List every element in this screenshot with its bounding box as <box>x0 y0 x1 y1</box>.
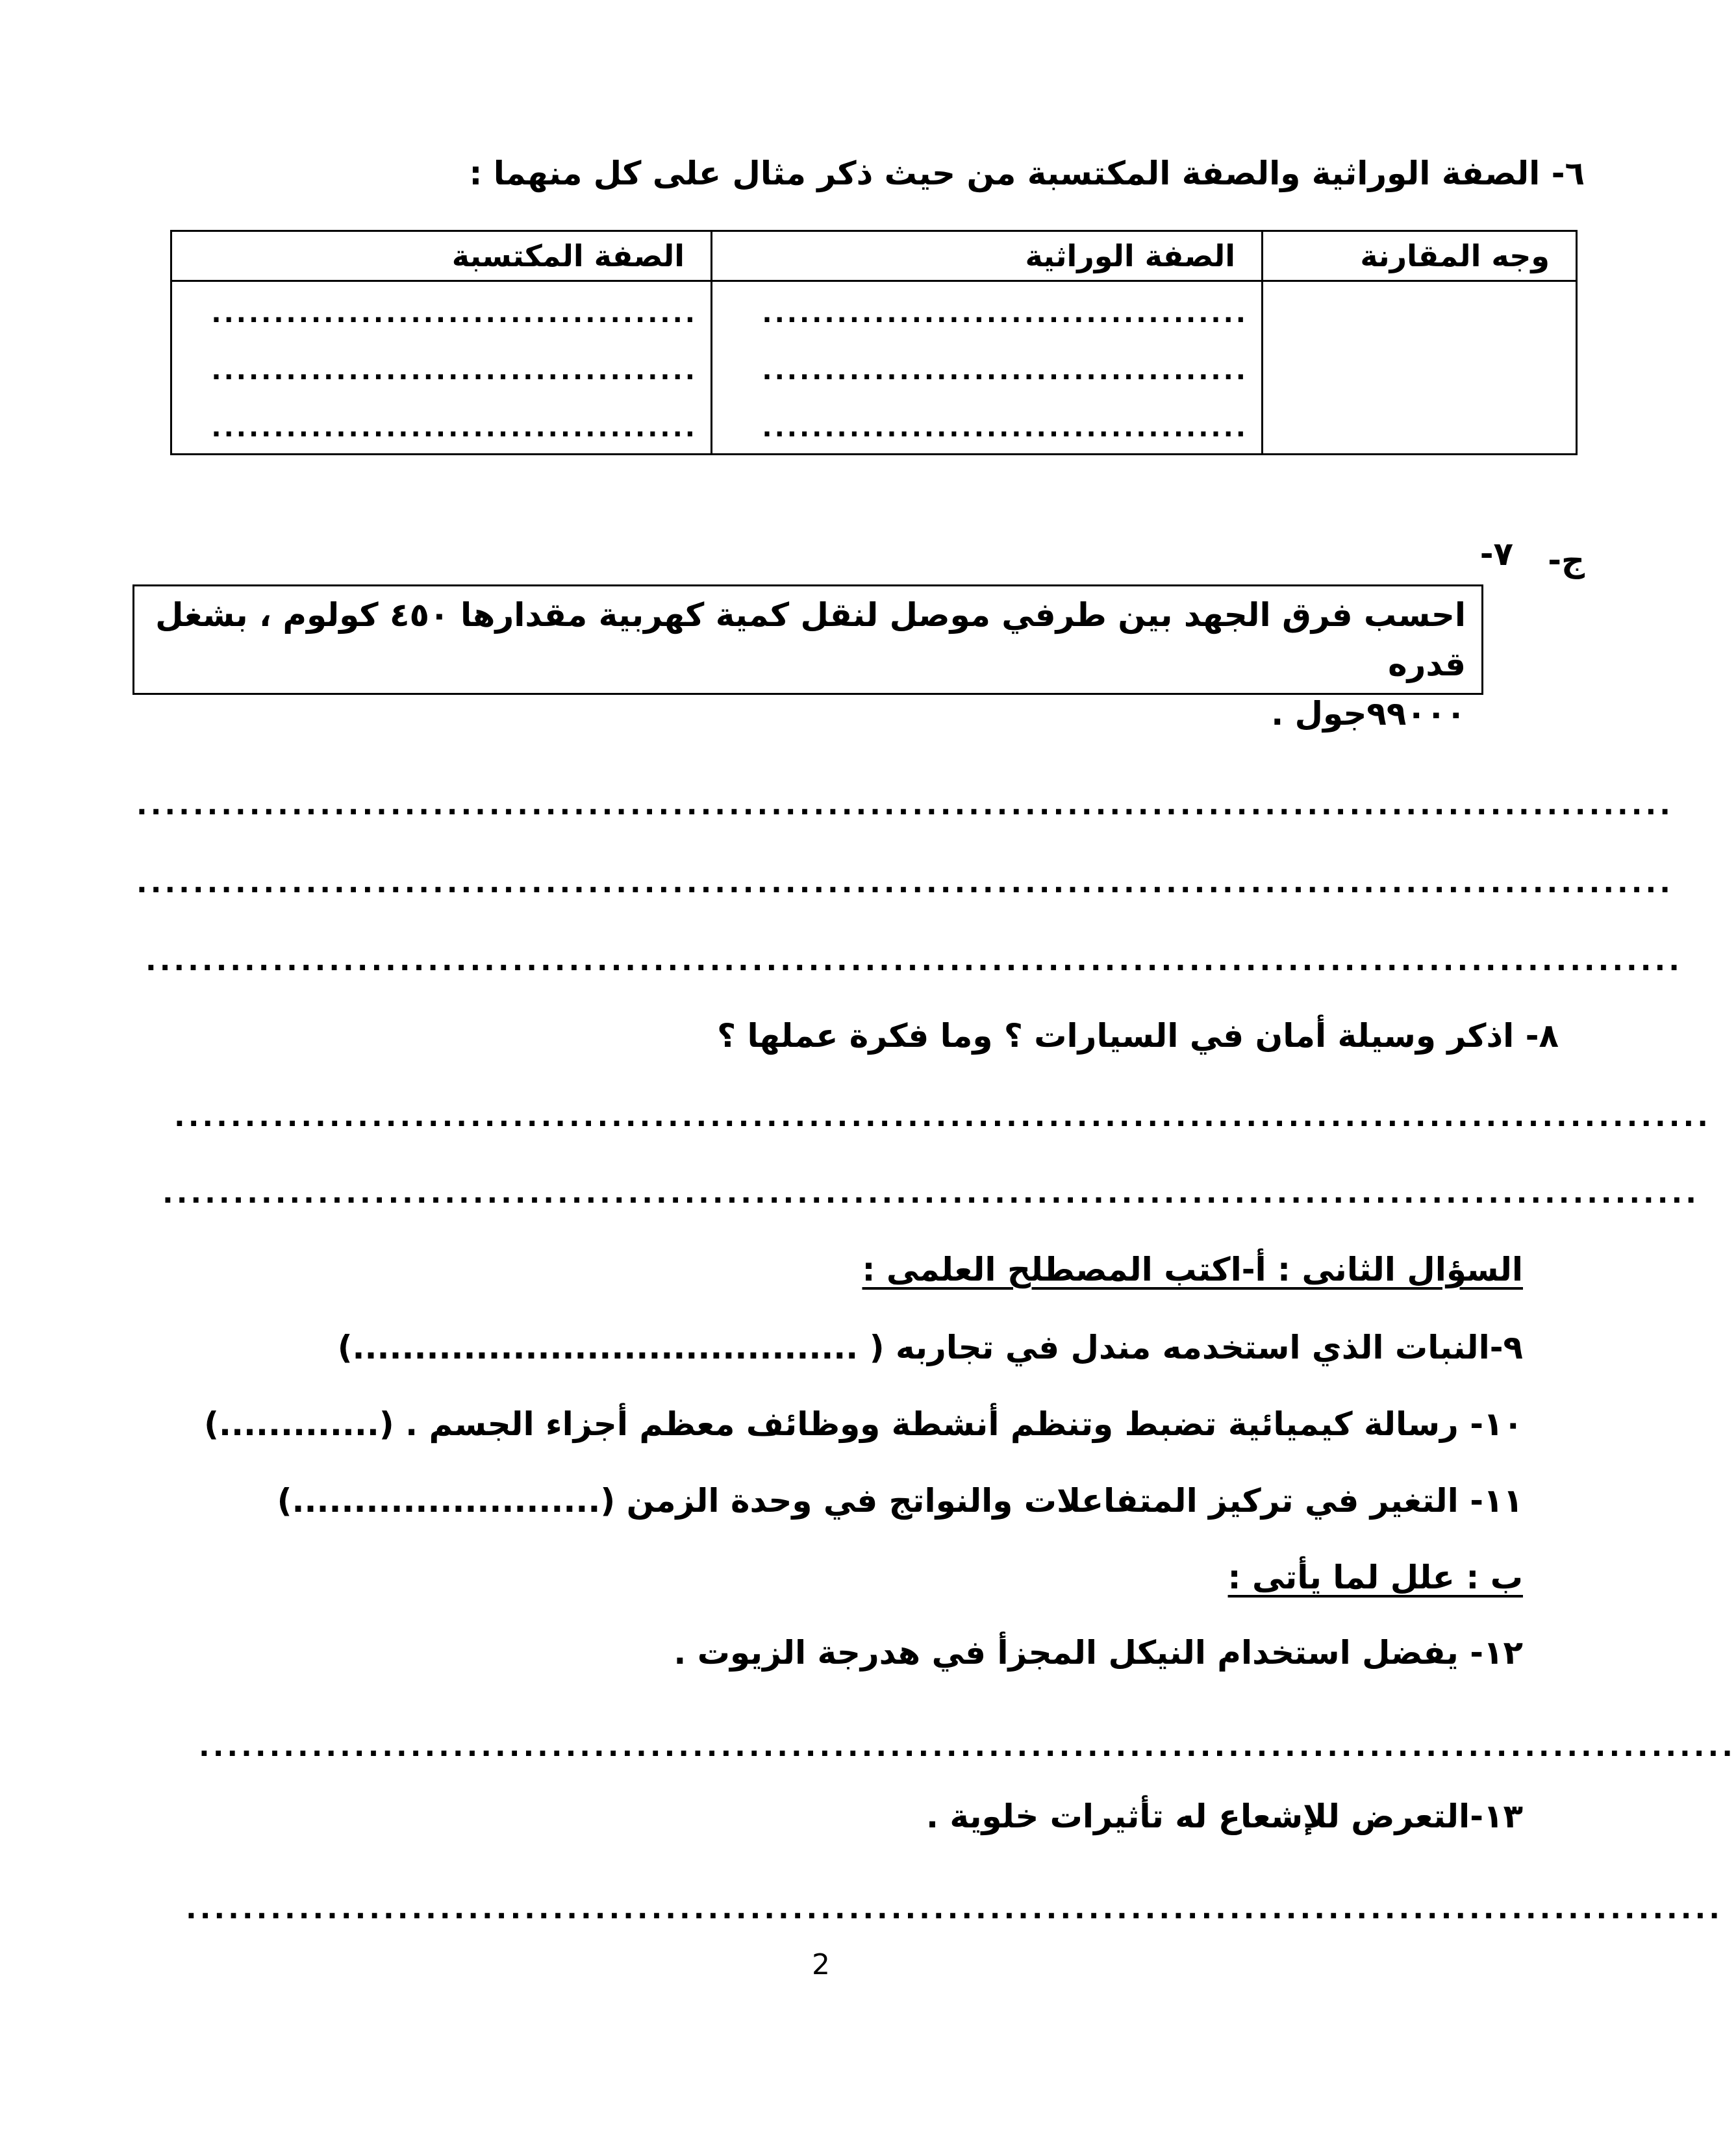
part-b-title: ب : علل لما يأتى : <box>1227 1559 1523 1596</box>
answer-dots-line[interactable]: ............................................................................................................. <box>136 788 1674 821</box>
answer-dots: ....................................... <box>762 356 1248 386</box>
table-header-acquired: الصفة المكتسبة <box>171 231 712 281</box>
answer-dots: ....................................... <box>762 299 1248 329</box>
q12-text: ١٢- يفضل استخدام النيكل المجزأ في هدرجة الزيوت . <box>673 1634 1523 1672</box>
answer-dots-line[interactable]: ............................................................................................................. <box>145 944 1683 977</box>
q9-text: ٩-النبات الذي استخدمه مندل في تجاربه ( .........................................) <box>337 1329 1523 1366</box>
answer-dots-line[interactable]: ............................................................................................................. <box>174 1100 1711 1133</box>
q7-number: ٧- <box>1479 535 1513 573</box>
answer-dots: ....................................... <box>211 413 698 443</box>
table-header-aspect: وجه المقارنة <box>1263 231 1577 281</box>
answer-dots: ....................................... <box>211 356 698 386</box>
q7-text-line-1: احسب فرق الجهد بين طرفي موصل لنقل كمية كهربية مقدارها ٤٥٠ كولوم ، بشغل قدره <box>155 596 1466 683</box>
q8-text: ٨- اذكر وسيلة أمان في السيارات ؟ وما فكرة عملها ؟ <box>717 1017 1559 1055</box>
comparison-table <box>170 230 1578 455</box>
answer-dots: ....................................... <box>762 413 1248 443</box>
answer-dots-line[interactable]: ............................................................................................................. <box>136 866 1674 899</box>
q7-text-line-2: ٩٩٠٠٠جول . <box>1271 695 1466 733</box>
table-header-row <box>171 231 1577 281</box>
answer-dots-line[interactable]: ............................................................................................................. <box>186 1892 1723 1925</box>
q7-problem-box <box>132 584 1483 733</box>
answer-dots-line[interactable]: ............................................................................................................. <box>199 1730 1736 1763</box>
table-cell-aspect[interactable] <box>1263 281 1577 455</box>
q7-section-label: ج- <box>1548 542 1585 579</box>
q6-heading: ٦- الصفة الوراثية والصفة المكتسبة من حيث ذكر مثال على كل منهما : <box>469 155 1585 192</box>
q13-text: ١٣-التعرض للإشعاع له تأثيرات خلوية . <box>925 1798 1523 1835</box>
answer-dots: ....................................... <box>211 299 698 329</box>
table-answer-row <box>171 281 1577 455</box>
table-cell-inherited[interactable] <box>712 281 1263 455</box>
page-number: 2 <box>812 1948 830 1981</box>
table-header-inherited: الصفة الوراثية <box>712 231 1263 281</box>
q11-text: ١١- التغير في تركيز المتفاعلات والنواتج في وحدة الزمن (.........................) <box>277 1482 1523 1520</box>
answer-dots-line[interactable]: ............................................................................................................. <box>162 1177 1700 1210</box>
table-cell-acquired[interactable] <box>171 281 712 455</box>
q10-text: ١٠- رسالة كيميائية تضبط وتنظم أنشطة ووظائف معظم أجزاء الجسم . (.............) <box>204 1405 1523 1443</box>
section2-title: السؤال الثانى : أ-اكتب المصطلح العلمى : <box>862 1251 1523 1288</box>
